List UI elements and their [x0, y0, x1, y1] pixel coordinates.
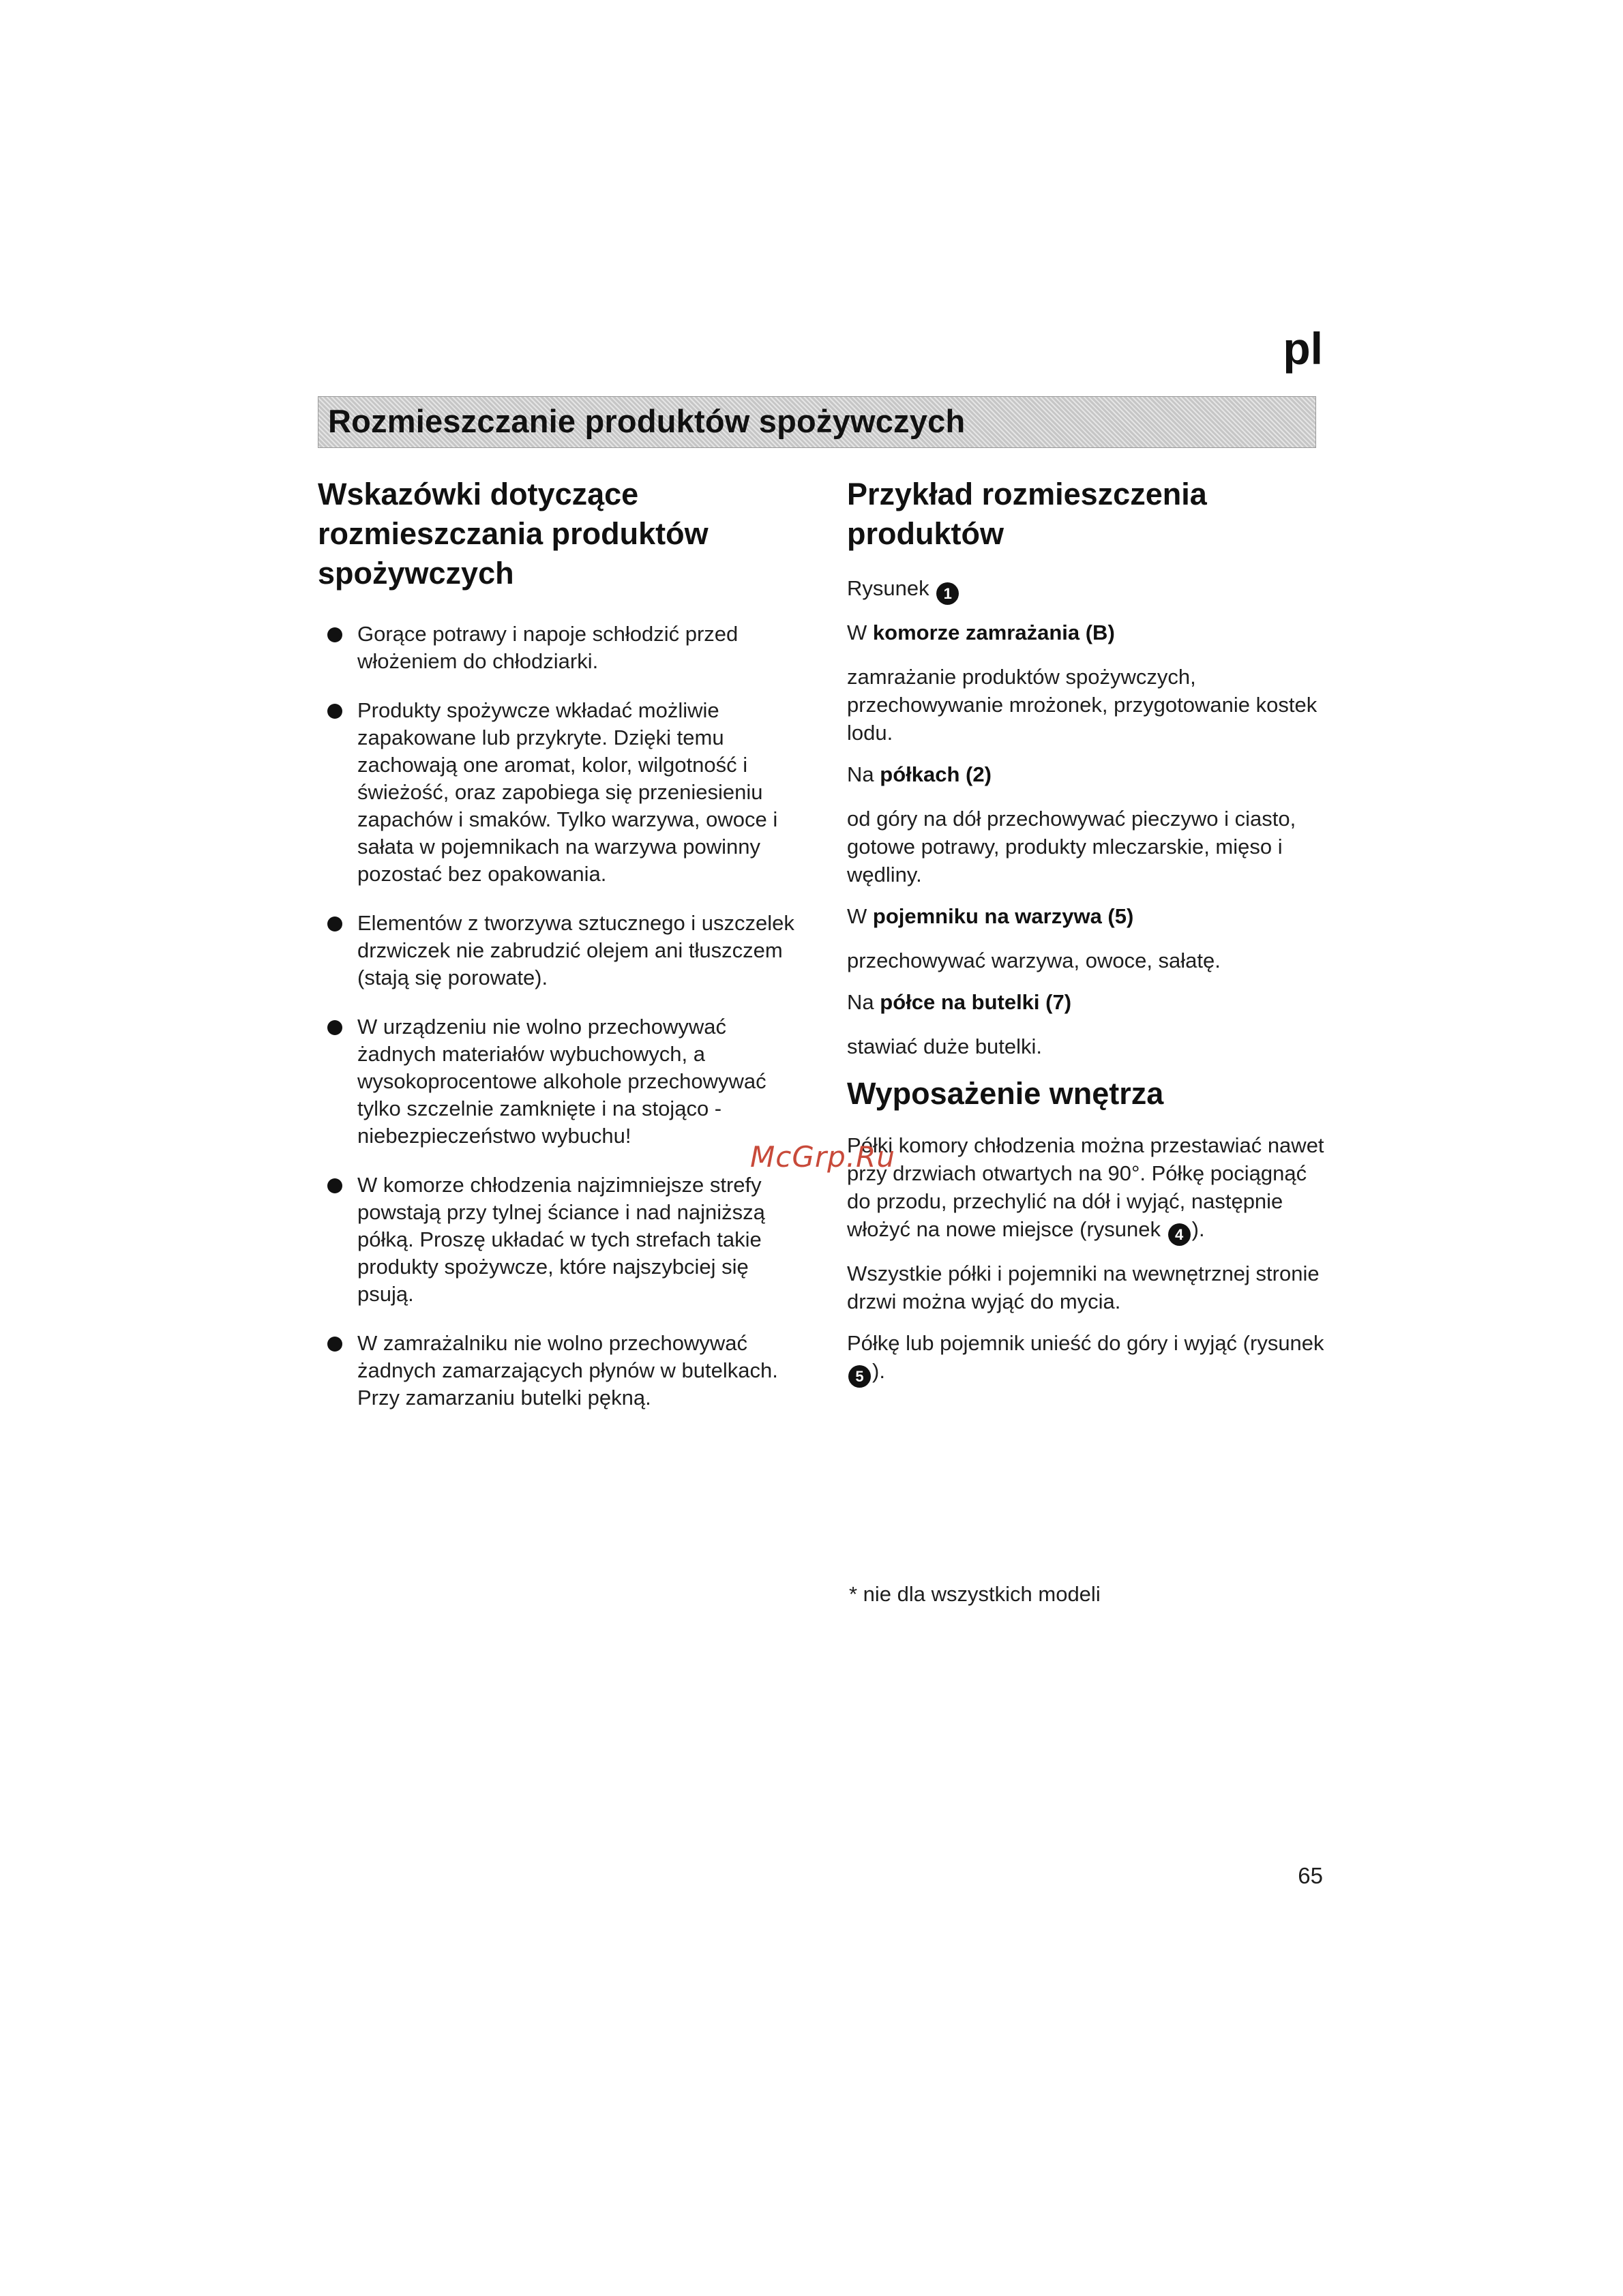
zone-prefix: W: [847, 904, 867, 928]
zone-prefix: Na: [847, 762, 874, 786]
list-item: [318, 697, 795, 888]
list-item: [318, 1172, 795, 1308]
tips-heading: Wskazówki dotyczące rozmieszczania produktów spożywczych: [318, 477, 709, 591]
bullet-icon: [327, 1020, 342, 1035]
section-title-bar: [318, 396, 1316, 448]
interior-paragraph: [847, 1329, 1324, 1388]
page-number: 65: [1298, 1863, 1323, 1888]
zone-term: pojemniku na warzywa (5): [872, 904, 1134, 928]
figure-number-icon: 1: [936, 582, 959, 605]
paren-close: ).: [1191, 1217, 1205, 1241]
interior-paragraph: [847, 1131, 1324, 1246]
tips-list: [318, 621, 795, 1412]
example-heading: Przykład rozmieszczenia produktów: [847, 477, 1207, 551]
list-item-text: W urządzeniu nie wolno przechowywać żadnych materiałów wybuchowych, a wysokoprocentowe alkohole przechowywać tylko szczelnie zamknięte i na stojąco - niebezpieczeństwo wybuchu!: [357, 1015, 766, 1148]
list-item-text: Gorące potrawy i napoje schłodzić przed włożeniem do chłodziarki.: [357, 622, 739, 673]
left-column: [318, 475, 795, 1433]
paren-close: ).: [872, 1359, 885, 1383]
zone-prefix: Na: [847, 990, 874, 1014]
zone-description: od góry na dół przechowywać pieczywo i ciasto, gotowe potrawy, produkty mleczarskie, mięso i wędliny.: [847, 807, 1296, 886]
zone-label: [847, 988, 1324, 1016]
footnote: * nie dla wszystkich modeli: [849, 1582, 1101, 1606]
list-item-text: Elementów z tworzywa sztucznego i uszczelek drzwiczek nie zabrudzić olejem ani tłuszczem (stają się porowate).: [357, 911, 794, 989]
figure-ref-text: Rysunek: [847, 576, 929, 600]
zone-label: [847, 760, 1324, 788]
list-item: [318, 1330, 795, 1412]
zone-description: zamrażanie produktów spożywczych, przechowywanie mrożonek, przygotowanie kostek lodu.: [847, 665, 1317, 745]
interior-paragraph-text: Półki komory chłodzenia można przestawiać nawet przy drzwiach otwartych na 90°. Półkę pociągnąć do przodu, przechylić na dół i wyjąć, następnie włożyć na nowe miejsce (rysunek: [847, 1133, 1324, 1241]
watermark: McGrp.Ru: [750, 1140, 895, 1174]
zone-label: [847, 618, 1324, 646]
bullet-icon: [327, 916, 342, 931]
right-column: [847, 475, 1324, 1401]
language-code: pl: [1283, 323, 1323, 374]
list-item-text: W zamrażalniku nie wolno przechowywać żadnych zamarzających płynów w butelkach. Przy zamarzaniu butelki pękną.: [357, 1331, 778, 1410]
zone-label: [847, 902, 1324, 930]
zone-term: półce na butelki (7): [880, 990, 1072, 1014]
zone-term: półkach (2): [880, 762, 992, 786]
list-item: [318, 1013, 795, 1150]
figure-number-icon: 5: [848, 1365, 871, 1388]
bullet-icon: [327, 1178, 342, 1193]
list-item-text: Produkty spożywcze wkładać możliwie zapakowane lub przykryte. Dzięki temu zachowają one aromat, kolor, wilgotność i świeżość, oraz zapobiega się przeniesieniu zapachów i smaków. Tylko warzywa, owoce i sałata w pojemnikach na warzywa powinny pozostać bez opakowania.: [357, 698, 778, 886]
section-title: Rozmieszczanie produktów spożywczych: [328, 403, 966, 439]
zone-prefix: W: [847, 621, 867, 644]
bullet-icon: [327, 1337, 342, 1352]
interior-paragraph-text: Półkę lub pojemnik unieść do góry i wyjąć (rysunek: [847, 1331, 1324, 1355]
list-item: [318, 910, 795, 992]
list-item: [318, 621, 795, 675]
figure-reference: [847, 574, 1324, 605]
zone-term: komorze zamrażania (B): [872, 621, 1115, 644]
figure-number-icon: 4: [1168, 1223, 1191, 1246]
bullet-icon: [327, 704, 342, 719]
list-item-text: W komorze chłodzenia najzimniejsze strefy powstają przy tylnej ściance i nad najniższą półką. Proszę układać w tych strefach takie produkty spożywcze, które najszybciej się psują.: [357, 1173, 765, 1306]
interior-heading: Wyposażenie wnętrza: [847, 1076, 1164, 1111]
interior-paragraph: Wszystkie półki i pojemniki na wewnętrznej stronie drzwi można wyjąć do mycia.: [847, 1262, 1320, 1313]
zone-description: przechowywać warzywa, owoce, sałatę.: [847, 949, 1221, 972]
bullet-icon: [327, 627, 342, 642]
zone-description: stawiać duże butelki.: [847, 1034, 1043, 1058]
